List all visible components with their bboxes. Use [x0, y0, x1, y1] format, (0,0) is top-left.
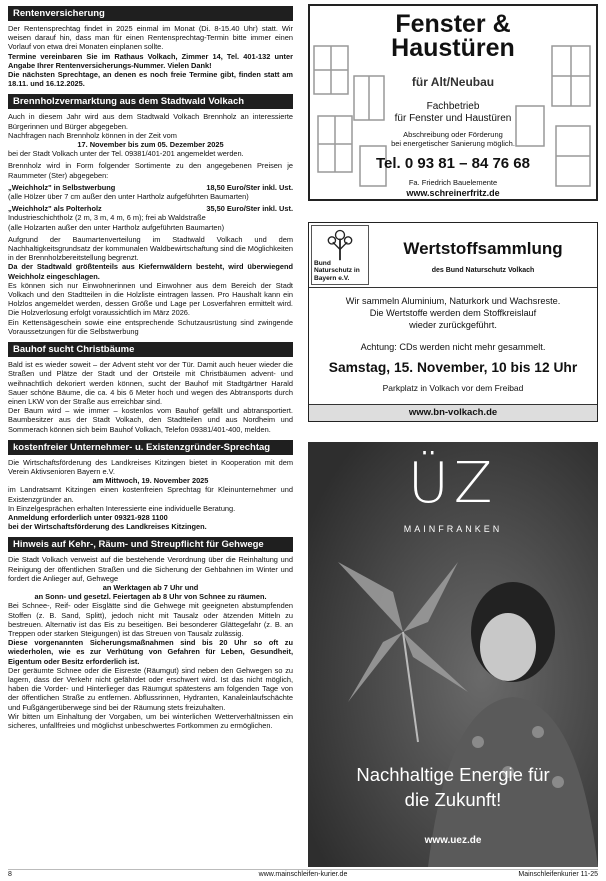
text-line: Abschreibung oder Förderung [403, 130, 503, 139]
paragraph: Aufgrund der Baumartenverteilung im Stadtwald Volkach und dem Nachhaltigkeitsgrundsatz der kommunalen Waldbewirtschaftung sind die Möglichkeiten in der Brennholzbereitstellung begrenzt. [8, 234, 293, 263]
ad-place: Parkplatz in Volkach vor dem Freibad [382, 383, 524, 393]
ad-title [310, 12, 596, 60]
text-line: Fachbetrieb [426, 101, 480, 112]
section-header: Brennholzvermarktung aus dem Stadtwald Volkach [8, 94, 293, 109]
paragraph-bold: Diese vorgenannten Sicherungsmaßnahmen sind bis 20 Uhr so oft zu wiederholen, wie es zur Verhütung von Gefahren für Leben, Gesundheit, Eigentum oder Besitz erforderlich ist. [8, 638, 293, 666]
paragraph-bold: an Werktagen ab 7 Uhr und [102, 582, 199, 592]
ad-url-link[interactable]: www.bn-volkach.de [309, 404, 597, 421]
event-date: am Mittwoch, 19. November 2025 [92, 476, 209, 486]
section-rentenversicherung [8, 6, 293, 88]
uez-region: MAINFRANKEN [403, 524, 503, 534]
section-sprechtag [8, 440, 293, 532]
ad-description [310, 101, 596, 125]
item-note: (alle Hölzer über 7 cm außer den unter Hartholz aufgeführten Baumarten) [8, 192, 249, 202]
paragraph-bold: an Sonn- und gesetzl. Feiertagen ab 8 Uhr von Schnee zu räumen. [34, 592, 267, 602]
divider [309, 287, 597, 288]
ad-slogan [308, 762, 598, 812]
item-note: (alle Holzarten außer den unter Hartholz aufgeführten Baumarten) [8, 222, 225, 232]
footer-issue: Mainschleifenkurier 11-25 [518, 871, 598, 878]
ad-subtitle: für Alt/Neubau [411, 75, 495, 89]
ad-subtitle: des Bund Naturschutz Volkach [431, 267, 535, 274]
slogan-line: Nachhaltige Energie für [356, 764, 550, 785]
paragraph: Der geräumte Schnee oder die Eisreste (Räumgut) sind neben den Gehwegen so zu lagern, dass der Verkehr nicht gefährdet oder erschwert wird. Ist das nicht möglich, haben die Vorder- und Hinterlieger das Räumgut spätestens am folgenden Tage von der öffentlichen Straße zu entfernen. Abflussrinnen, Hydranten, Kanaleinlaufschächte und Fußgängerüberwege sind bei der Räumung stets freizuhalten. [8, 665, 293, 712]
section-header: Hinweis auf Kehr-, Räum- und Streupflicht für Gehwege [8, 537, 293, 552]
footer-url-link[interactable]: www.mainschleifen-kurier.de [258, 871, 348, 878]
paragraph: In Einzelgesprächen erhalten Interessierte eine individuelle Beratung. [8, 503, 236, 513]
paragraph: Die Stadt Volkach verweist auf die bestehende Verordnung über die Reinhaltung und Reinigung der öffentlichen Straßen und die Sicherung der Gehbahnen im Winter und fordert die Anlieger auf, Gehwege [8, 555, 293, 583]
bund-naturschutz-logo [311, 225, 369, 285]
paragraph: Ein Kettensägeschein sowie eine entsprechende Schutzausrüstung sind zwingende Voraussetzungen für die Selbstwerbung [8, 317, 293, 336]
ad-notice: Achtung: CDs werden nicht mehr gesammelt. [360, 342, 546, 352]
text-line: bei energetischer Sanierung möglich. [391, 139, 515, 148]
paragraph: Auch in diesem Jahr wird aus dem Stadtwald Volkach Brennholz an interessierte Bürgerinnen und Bürger abgegeben. [8, 112, 293, 131]
paragraph: Wir bitten um Einhaltung der Vorgaben, um bei winterlichen Wetterverhältnissen ein sicheres, unfallfreies und möglichst unbeschwertes Fortkommen zu ermöglichen. [8, 711, 293, 730]
uez-logo: ÜZ [407, 451, 499, 516]
page-footer [8, 869, 598, 881]
ad-fenster [308, 4, 598, 201]
item-price: 35,50 Euro/Ster inkl. Ust. [206, 204, 293, 214]
text-line: Die Wertstoffe werden dem Stoffkreislauf [369, 308, 537, 318]
item-name: „Weichholz" als Polterholz [8, 204, 102, 214]
paragraph: Brennholz wird in Form folgender Sortimente zu den angegebenen Preisen je Raummeter (Ster) abgegeben: [8, 161, 293, 180]
section-kehrpflicht [8, 537, 293, 730]
ad-url-link[interactable]: www.schreinerfritz.de [406, 188, 500, 198]
ad-body [315, 295, 591, 331]
title-line: Haustüren [391, 34, 515, 62]
paragraph-bold: Die nächsten Sprechtage, an denen es noch freie Termine gibt, finden statt am 18.11. und 16.12.2025. [8, 70, 293, 89]
logo-text: Bund Naturschutz in Bayern e.V. [314, 259, 360, 282]
paragraph-bold: Da der Stadtwald größtenteils aus Kiefernwäldern besteht, wird überwiegend Weichholz eingeschlagen. [8, 262, 293, 281]
price-row [8, 183, 293, 192]
paragraph: Es können sich nur Einwohnerinnen und Einwohner aus dem Bereich der Stadt Volkach und den Stadtteilen in die Holzliste eintragen lassen. Pro Haushalt kann ein Holzlos angemeldet werden, dessen Größe und Lage per Losverfahren ermittelt wird. Die Holzverlosung erfolgt voraussichtlich im März 2026. [8, 280, 293, 318]
item-price: 18,50 Euro/Ster inkl. Ust. [206, 182, 293, 192]
section-bauhof [8, 342, 293, 434]
ad-company: Fa. Friedrich Bauelemente [408, 178, 498, 187]
paragraph-bold: Anmeldung erforderlich unter 09321-928 1100 [8, 512, 168, 522]
date-range: 17. November bis zum 05. Dezember 2025 [77, 140, 224, 150]
ad-phone: Tel. 0 93 81 – 84 76 68 [375, 155, 530, 172]
paragraph: Der Baum wird – wie immer – kostenlos vom Bauhof gefällt und abtransportiert. Baumbesitzer aus der Stadt Volkach, den Stadtteilen und aus Nordheim und Sommerach können sich beim Bauhof Volkach, Telefon 09381/401-400, melden. [8, 406, 293, 434]
paragraph: Bei Schnee-, Reif- oder Eisglätte sind die Gehwege mit geeigneten abstumpfenden Stoffen (z. B. Sand, Splitt), jedoch nicht mit Tausalz oder ätzenden Mitteln zu bestreuen. Alternativ ist das Eis zu beseitigen. Bei besonderer Glättegefahr (z. B. an Treppen oder starken Steigungen) ist das Streuen von Tausalz zulässig. [8, 601, 293, 638]
text-line: für Fenster und Haustüren [394, 113, 512, 124]
section-header: kostenfreier Unternehmer- u. Existenzgründer-Sprechtag [8, 440, 293, 455]
paragraph: Der Rentensprechtag findet in 2025 einmal im Monat (Di. 8-15.40 Uhr) statt. Wir weisen darauf hin, dass man für einen Rentensprechtag-Termin bitte immer einen Vorlauf von etwa drei Monaten einplanen sollte. [8, 24, 293, 52]
text-line: Wir sammeln Aluminium, Naturkork und Wachsreste. [345, 296, 561, 306]
price-row [8, 204, 293, 213]
item-note: Industrieschichtholz (2 m, 3 m, 4 m, 6 m); frei ab Waldstraße [8, 213, 206, 223]
ad-date: Samstag, 15. November, 10 bis 12 Uhr [328, 360, 578, 375]
ad-note [310, 130, 596, 148]
slogan-line: die Zukunft! [404, 789, 502, 810]
ad-url-link[interactable]: www.uez.de [424, 835, 482, 846]
item-name: „Weichholz" in Selbstwerbung [8, 182, 116, 192]
left-column [8, 6, 293, 736]
paragraph-bold: Termine vereinbaren Sie im Rathaus Volkach, Zimmer 14, Tel. 401-132 unter Angabe Ihrer Rentenversicherungs-Nummer. Vielen Dank! [8, 51, 293, 70]
paragraph: bei der Stadt Volkach unter der Tel. 09381/401-201 angemeldet werden. [8, 149, 244, 159]
ad-title: Wertstoffsammlung [403, 239, 563, 258]
section-header: Bauhof sucht Christbäume [8, 342, 293, 357]
paragraph: Bald ist es wieder soweit – der Advent steht vor der Tür. Damit auch heuer wieder die Straßen und Plätze der Stadt und der Ortsteile mit Christbäumen advent- und weihnachtlich dekoriert werden können, sucht der Bauhof mit Stadtgärtner Harald Sauer schöne Bäume, die ca. 4 bis 6 Meter hoch und wegen des Abtransports durch einen LKW von der Straße aus erreichbar sind. [8, 360, 293, 406]
paragraph-bold: bei der Wirtschaftsförderung des Landkreises Kitzingen. [8, 522, 207, 532]
section-header: Rentenversicherung [8, 6, 293, 21]
page-number: 8 [8, 871, 12, 878]
paragraph: Nachfragen nach Brennholz können in der Zeit vom [8, 130, 177, 140]
section-brennholz [8, 94, 293, 336]
paragraph: Die Wirtschaftsförderung des Landkreises Kitzingen bietet in Kooperation mit dem Verein Aktivsenioren Bayern e.V. [8, 457, 293, 476]
ad-uez [308, 442, 598, 867]
tree-icon [312, 226, 368, 262]
ad-wertstoffsammlung [308, 222, 598, 422]
paragraph: im Landratsamt Kitzingen einen kostenfreien Sprechtag für Kleinunternehmer und Existenzgründer an. [8, 485, 293, 504]
text-line: wieder zurückgeführt. [409, 320, 497, 330]
title-line: Fenster & [395, 10, 511, 38]
